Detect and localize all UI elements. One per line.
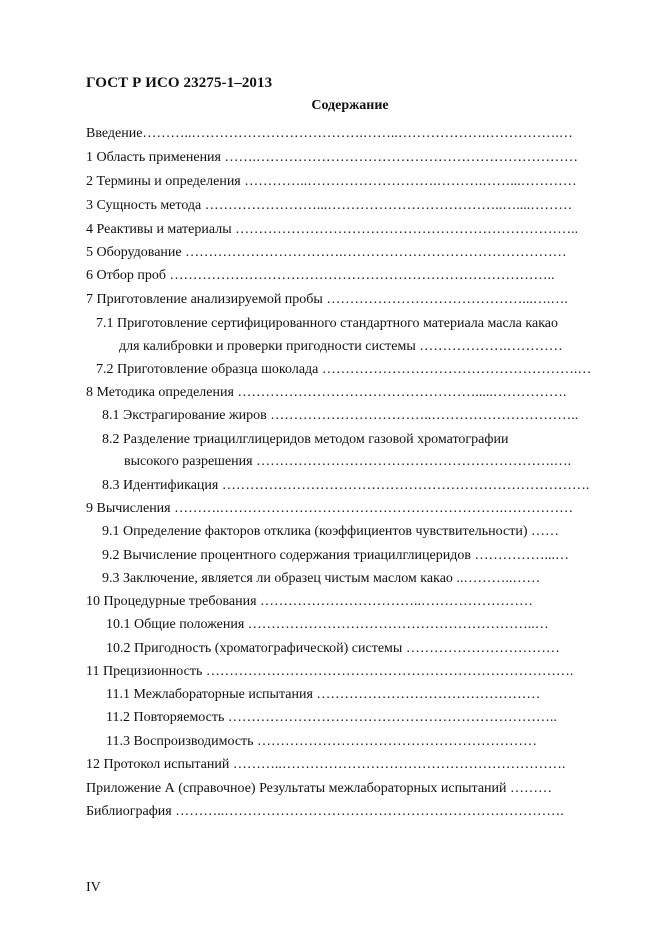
toc-entry-11-1[interactable]: 11.1 Межлабораторные испытания ………………………………………… [106,687,541,702]
toc-entry-11-3[interactable]: 11.3 Воспроизводимость …………………………………………………… [106,734,538,749]
toc-entry-12[interactable]: 12 Протокол испытаний ………..……………………………………………………. [86,757,566,772]
toc-entry-11-2[interactable]: 11.2 Повторяемость …………………………………………………………….. [106,710,557,725]
toc-entry-7-1[interactable]: 7.1 Приготовление сертифицированного стандартного материала масла какао [96,316,558,331]
toc-entry-7-2[interactable]: 7.2 Приготовление образца шоколада ……………………………………………….… [96,362,592,377]
toc-entry-introduction[interactable]: Введение………..……………………………….……..……………….…………….… [86,126,573,141]
toc-entry-6[interactable]: 6 Отбор проб ……………………………………………………………………….. [86,268,555,283]
toc-entry-1[interactable]: 1 Область применения …….…………………………………………………………… [86,150,578,165]
toc-entry-8-2[interactable]: 8.2 Разделение триацилглицеридов методом газовой хроматографии [102,432,509,447]
toc-entry-9-1[interactable]: 9.1 Определение факторов отклика (коэффициентов чувствительности) …… [102,524,560,539]
toc-entry-3[interactable]: 3 Сущность метода ……………………...………………………………..…....……… [86,198,573,213]
toc-entry-5[interactable]: 5 Оборудование …………………………….………………………………………… [86,245,567,260]
toc-entry-10[interactable]: 10 Процедурные требования ……………………………..…………………… [86,594,534,609]
toc-entry-2[interactable]: 2 Термины и определения …………..……………………….……….……...………… [86,174,577,189]
toc-entry-bibliography[interactable]: Библиография ………..………………………………………………………………. [86,804,564,819]
toc-entry-8-2-cont[interactable]: высокого разрешения ……………………………………………………….…. [124,454,572,469]
toc-entry-8-1[interactable]: 8.1 Экстрагирование жиров ……………………………..………………………….. [102,408,579,423]
toc-entry-4[interactable]: 4 Реактивы и материалы ……………………………………………………………….. [86,222,579,237]
page-number: IV [86,880,101,895]
toc-entry-8[interactable]: 8 Методика определения …………………………………………….....……………. [86,385,567,400]
toc-entry-10-1[interactable]: 10.1 Общие положения ……………………………………………………..… [106,617,549,632]
toc-entry-appendix-a[interactable]: Приложение А (справочное) Результаты межлабораторных испытаний ……… [86,781,553,796]
toc-entry-9-3[interactable]: 9.3 Заключение, является ли образец чистым маслом какао ..………..…… [102,571,541,586]
toc-entry-9[interactable]: 9 Вычисления ……….…………………………………………………….…………… [86,501,574,516]
toc-entry-10-2[interactable]: 10.2 Пригодность (хроматографической) системы …………………………… [106,641,560,656]
toc-entry-7-1-cont[interactable]: для калибровки и проверки пригодности системы ……………….………… [119,339,563,354]
toc-entry-8-3[interactable]: 8.3 Идентификация ……………………………………………………………………. [102,478,590,493]
toc-entry-7[interactable]: 7 Приготовление анализируемой пробы ……………………………………...….…. [86,292,568,307]
toc-title: Содержание [311,98,389,113]
toc-entry-9-2[interactable]: 9.2 Вычисление процентного содержания триацилглицеридов ……………...… [102,548,569,563]
document-header: ГОСТ Р ИСО 23275-1–2013 [86,75,273,91]
toc-entry-11[interactable]: 11 Прецизионность ……………………………………………………………………. [86,664,574,679]
